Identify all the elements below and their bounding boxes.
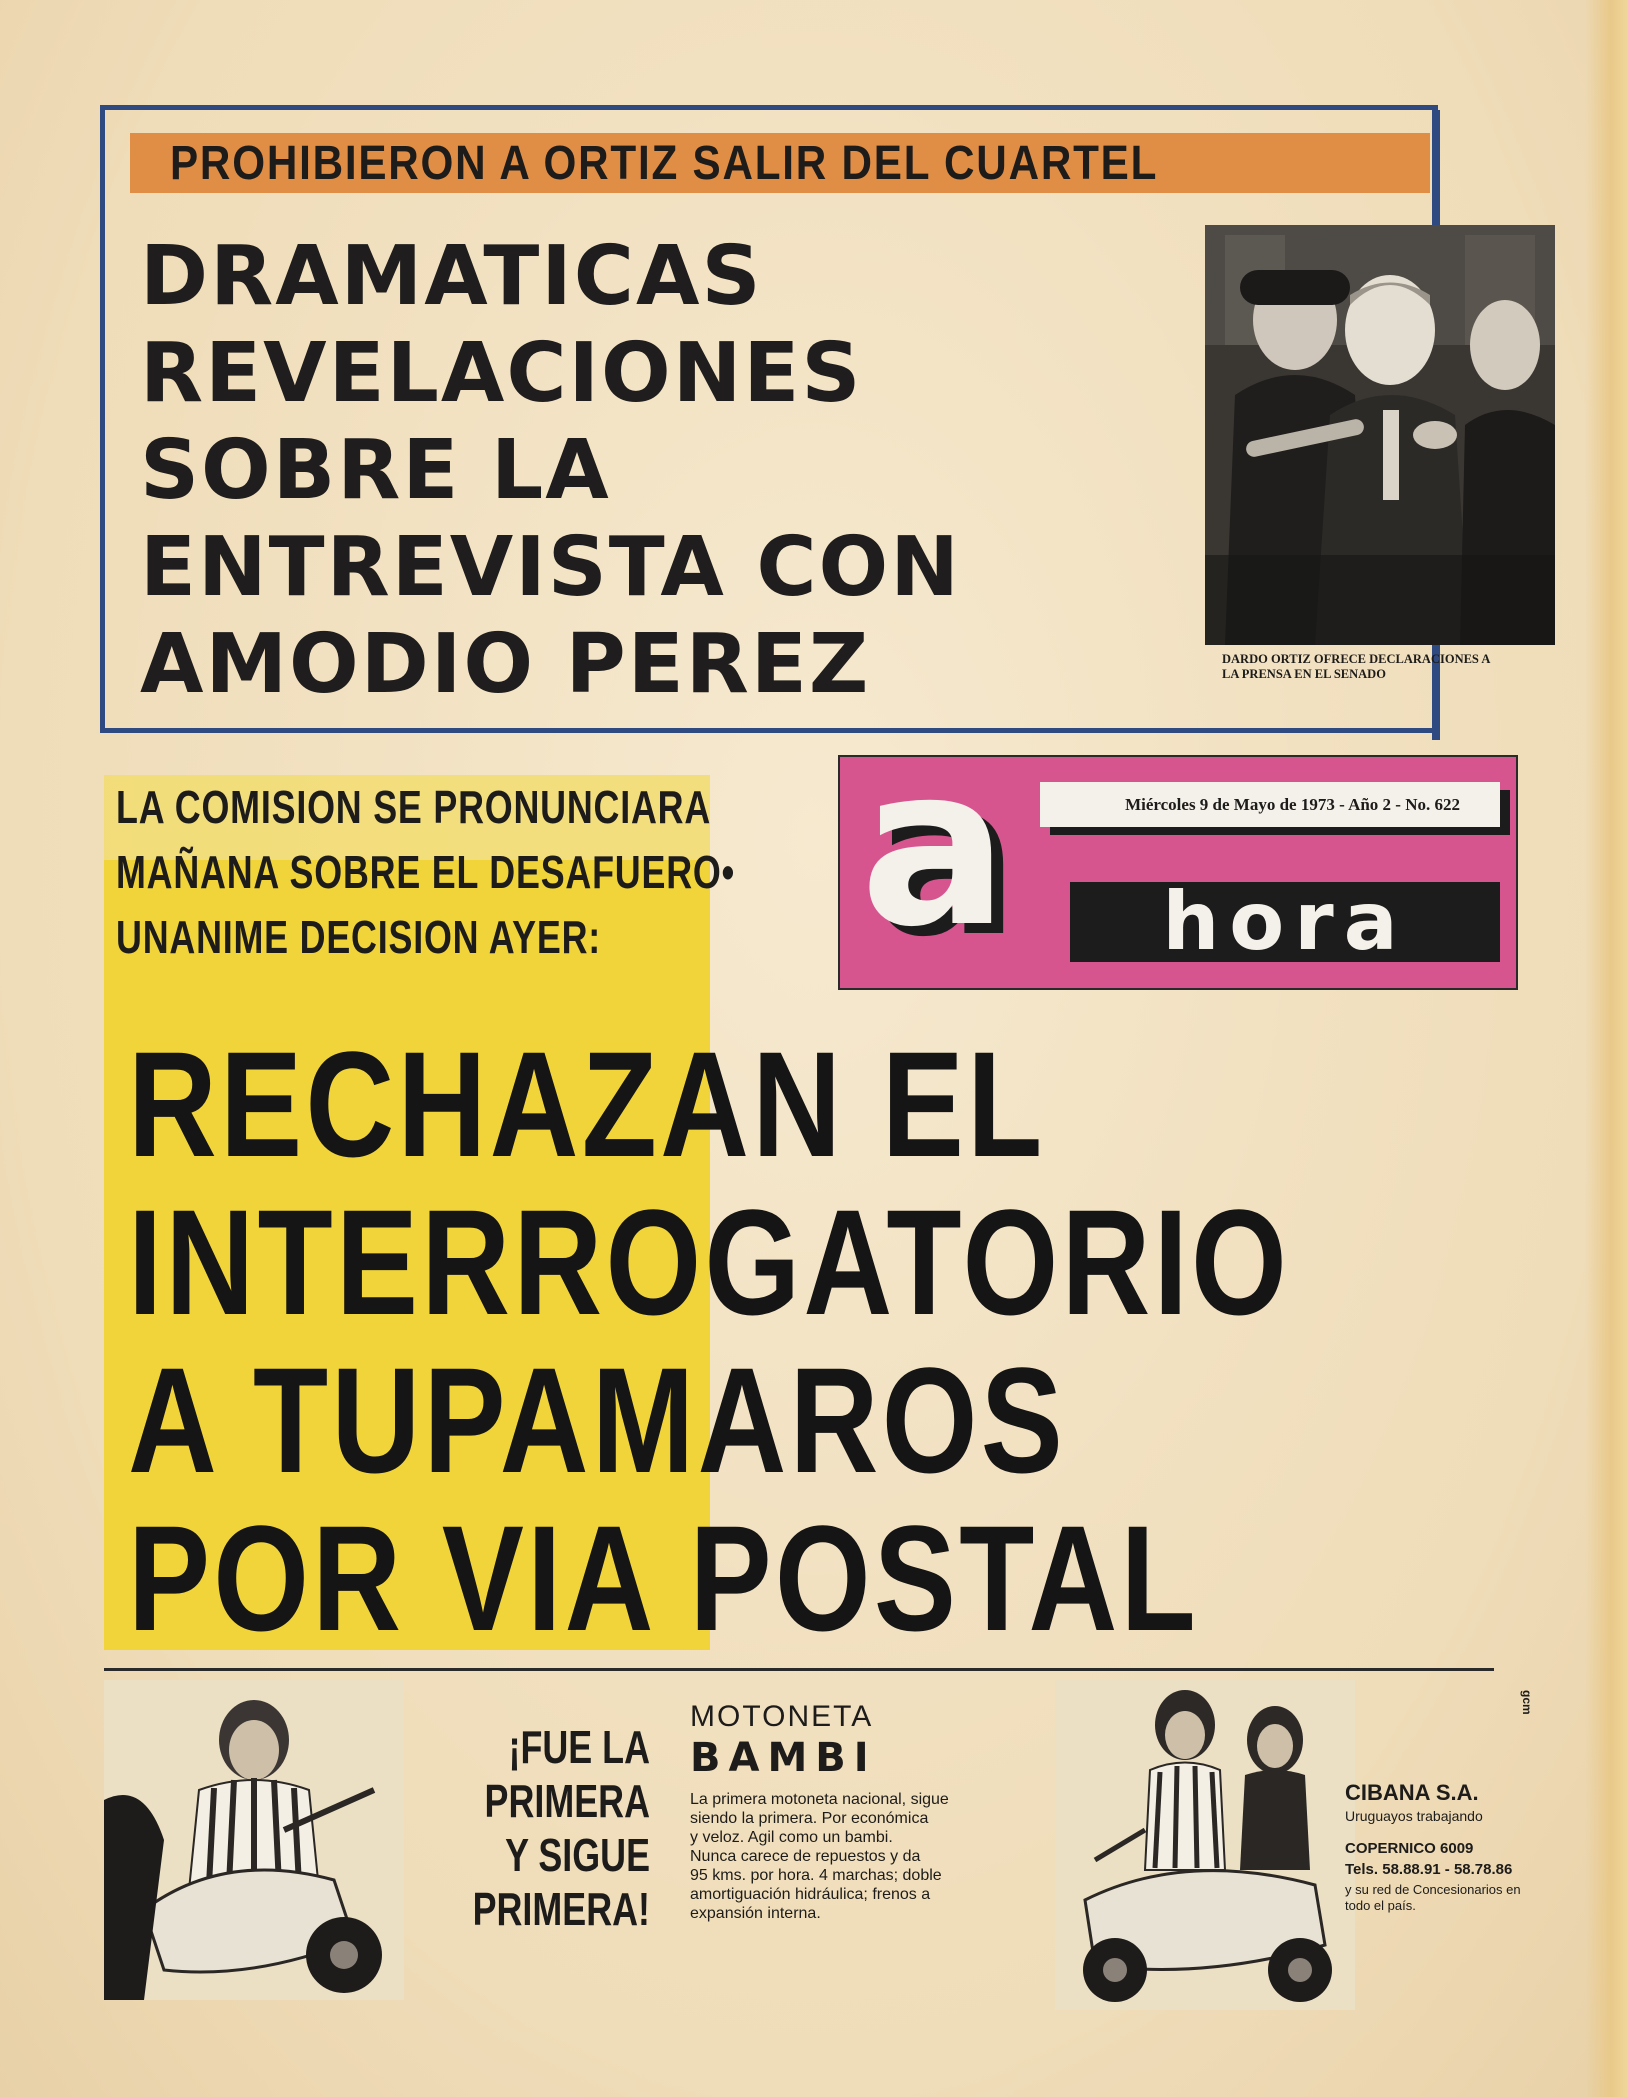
ad-body-line: y veloz. Agil como un bambi. (690, 1829, 893, 1846)
dateline: Miércoles 9 de Mayo de 1973 - Año 2 - No. 622 (1125, 794, 1460, 814)
scooter-couple-photo (1055, 1680, 1355, 2010)
slogan-line: Y SIGUE (505, 1829, 650, 1881)
caption-line: LA PRENSA EN EL SENADO (1222, 667, 1386, 681)
top-story-kicker (130, 133, 1430, 193)
top-story-headline (140, 228, 1160, 713)
dealer-tagline: Uruguayos trabajando (1345, 1808, 1483, 1824)
dealer-name: CIBANA S.A. (1345, 1780, 1479, 1805)
subhead-line: MAÑANA SOBRE EL DESAFUERO• (116, 846, 735, 898)
photo-caption (1222, 652, 1562, 682)
ad-body-line: siendo la primera. Por económica (690, 1810, 929, 1827)
masthead-logo-word-bar (1070, 875, 1500, 968)
slogan-line: ¡FUE LA (508, 1721, 650, 1773)
slogan-line: PRIMERA! (472, 1883, 650, 1935)
press-photo-illustration (1205, 225, 1555, 645)
dealer-info (1345, 1780, 1545, 1914)
main-headline-line: A TUPAMAROS (128, 1336, 1067, 1504)
dealer-network: y su red de Concesionarios en todo el país. (1345, 1882, 1521, 1913)
press-conference-photo (1205, 225, 1555, 645)
headline-line: REVELACIONES (140, 326, 863, 421)
ad-divider (104, 1668, 1494, 1671)
scooter-couple-illustration (1055, 1680, 1355, 2010)
main-headline-line: RECHAZAN EL (128, 1020, 1046, 1188)
ad-body-line: amortiguación hidráulica; frenos a (690, 1886, 931, 1903)
headline-line: AMODIO PEREZ (140, 617, 871, 712)
product-type: MOTONETA (690, 1700, 874, 1733)
subhead-line: LA COMISION SE PRONUNCIARA (116, 781, 712, 833)
masthead-logo-word: hora (1162, 875, 1408, 968)
agency-mark: gcm (1520, 1690, 1534, 1715)
headline-line: DRAMATICAS (140, 229, 763, 324)
masthead-logo-letter: a (860, 755, 1009, 975)
dealer-address: COPERNICO 6009 (1345, 1840, 1474, 1857)
dateline-bar (1040, 782, 1500, 827)
ad-body-line: 95 kms. por hora. 4 marchas; doble (690, 1867, 942, 1884)
ad-body-line: expansión interna. (690, 1905, 821, 1922)
ad-slogan (420, 1720, 650, 1936)
ad-body-line: La primera motoneta nacional, sigue (690, 1791, 949, 1808)
ad-body-line: Nunca carece de repuestos y da (690, 1848, 921, 1865)
main-headline-line: POR VIA POSTAL (128, 1494, 1200, 1662)
paper-edge (1585, 0, 1628, 2097)
kicker-text: PROHIBIERON A ORTIZ SALIR DEL CUARTEL (170, 136, 1159, 190)
caption-line: DARDO ORTIZ OFRECE DECLARACIONES A (1222, 652, 1491, 666)
slogan-line: PRIMERA (484, 1775, 650, 1827)
product-name: BAMBI (690, 1735, 877, 1781)
subhead-line: UNANIME DECISION AYER: (116, 911, 601, 963)
scooter-rider-photo (104, 1680, 404, 2000)
main-headline (128, 1020, 1508, 1662)
headline-line: SOBRE LA (140, 423, 611, 518)
main-headline-line: INTERROGATORIO (128, 1178, 1291, 1346)
headline-line: ENTREVISTA CON (140, 520, 961, 615)
newspaper-masthead (838, 755, 1518, 990)
dealer-phones: Tels. 58.88.91 - 58.78.86 (1345, 1861, 1513, 1878)
scooter-rider-illustration (104, 1680, 404, 2000)
ad-body-copy (690, 1790, 1030, 1923)
main-story-subhead (116, 775, 836, 970)
